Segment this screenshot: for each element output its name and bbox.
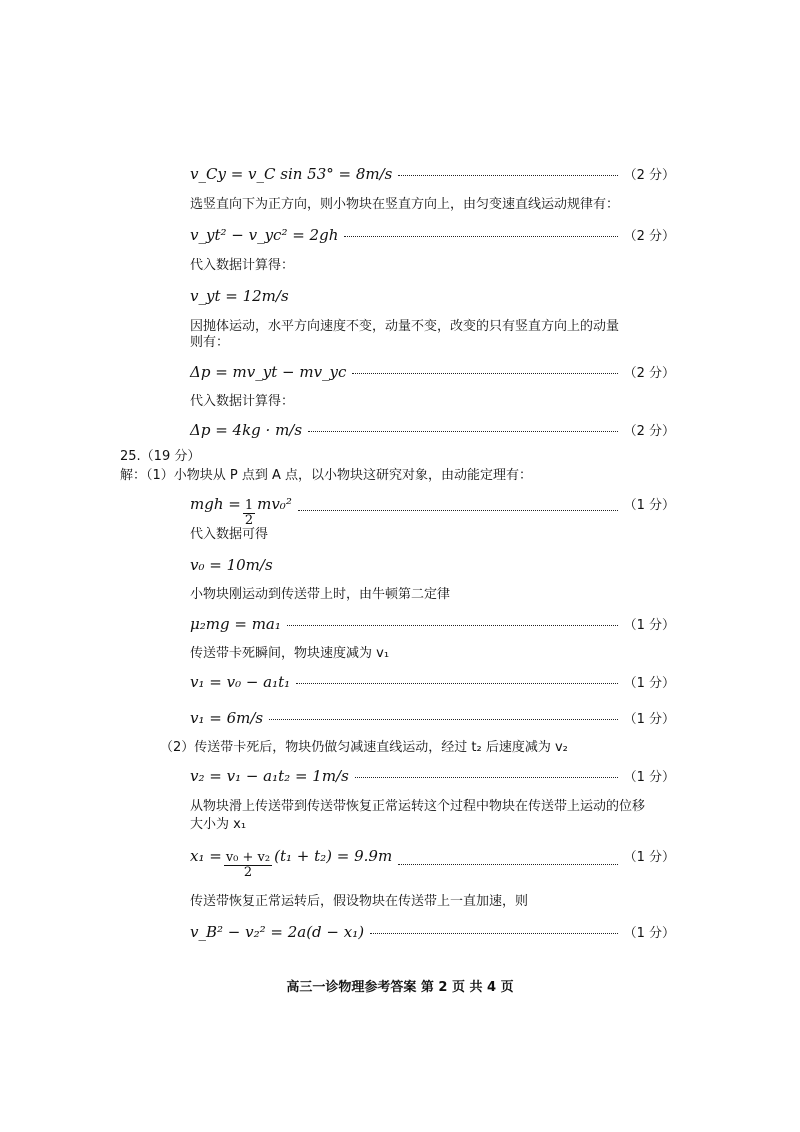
equation-rhs: mv₀²: [257, 495, 292, 513]
equation-row: [190, 494, 675, 526]
explanation-text: 代入数据计算得：: [190, 258, 295, 273]
score-label: （2 分）: [623, 424, 675, 439]
explanation-text: 则有：: [190, 335, 230, 350]
equation-row: [190, 766, 675, 788]
score-label: （1 分）: [623, 618, 675, 633]
equation: v₁ = 6m/s: [190, 709, 264, 727]
explanation-text: 选竖直向下为正方向，则小物块在竖直方向上，由匀变速直线运动规律有：: [190, 197, 620, 212]
explanation-text: 大小为 x₁: [190, 817, 247, 832]
leader-dots: [344, 235, 617, 237]
score-label: （1 分）: [623, 712, 675, 727]
leader-dots: [352, 372, 617, 374]
explanation-text: 小物块刚运动到传送带上时，由牛顿第二定律: [190, 587, 451, 602]
equation-row: [190, 362, 675, 384]
explanation-text: 代入数据可得: [190, 527, 269, 542]
question-header: 25.（19 分）: [120, 449, 201, 464]
equation-row: [190, 708, 675, 730]
score-label: （1 分）: [623, 850, 675, 865]
equation-lhs: x₁ =: [190, 847, 222, 865]
explanation-text: 从物块滑上传送带到传送带恢复正常运转这个过程中物块在传送带上运动的位移: [190, 799, 646, 814]
equation-lhs: mgh =: [190, 495, 241, 513]
explanation-text: 传送带卡死瞬间，物块速度减为 v₁: [190, 646, 390, 661]
score-label: （2 分）: [623, 229, 675, 244]
solution-label: 解：（1）小物块从 P 点到 A 点，以小物块这研究对象，由动能定理有：: [120, 468, 533, 483]
equation-row: [190, 555, 675, 575]
leader-dots: [296, 682, 617, 684]
equation: v_B² − v₂² = 2a(d − x₁): [190, 923, 365, 941]
score-label: （2 分）: [623, 168, 675, 183]
equation-row: [190, 225, 675, 247]
equation: v_Cy = v_C sin 53° = 8m/s: [190, 165, 393, 183]
explanation-text: 传送带恢复正常运转后，假设物块在传送带上一直加速，则: [190, 894, 529, 909]
equation-row: [190, 286, 675, 306]
leader-dots: [398, 863, 617, 865]
equation: Δp = 4kg · m/s: [190, 421, 303, 439]
part-two-text: （2）传送带卡死后，物块仍做匀减速直线运动，经过 t₂ 后速度减为 v₂: [160, 740, 568, 755]
equation-row: [190, 922, 675, 944]
leader-dots: [370, 932, 618, 934]
explanation-text: 因抛体运动，水平方向速度不变，动量不变，改变的只有竖直方向上的动量: [190, 319, 620, 334]
equation: v₁ = v₀ − a₁t₁: [190, 673, 291, 691]
explanation-text: 代入数据计算得：: [190, 394, 295, 409]
equation-row: [190, 672, 675, 694]
leader-dots: [355, 776, 618, 778]
equation: v_yt² − v_yc² = 2gh: [190, 226, 339, 244]
equation: μ₂mg = ma₁: [190, 615, 281, 633]
equation: Δp = mv_yt − mv_yc: [190, 363, 347, 381]
leader-dots: [308, 430, 618, 432]
equation-row: [190, 614, 675, 636]
page-footer: 高三一诊物理参考答案 第 2 页 共 4 页: [286, 980, 514, 995]
leader-dots: [287, 624, 618, 626]
equation: v₂ = v₁ − a₁t₂ = 1m/s: [190, 767, 349, 785]
fraction: $\frac{\text{v₀ + v₂}}{2}$: [225, 850, 271, 880]
leader-dots: [269, 718, 617, 720]
equation-row: [190, 164, 675, 186]
score-label: （1 分）: [623, 926, 675, 941]
score-label: （2 分）: [623, 366, 675, 381]
equation-row: [190, 420, 675, 442]
equation: v_yt = 12m/s: [190, 287, 289, 305]
score-label: （1 分）: [623, 676, 675, 691]
score-label: （1 分）: [623, 498, 675, 513]
equation-row: [190, 846, 675, 882]
leader-dots: [298, 509, 618, 511]
score-label: （1 分）: [623, 770, 675, 785]
leader-dots: [398, 174, 617, 176]
fraction: $\frac{1}{2}$: [244, 498, 254, 528]
equation: v₀ = 10m/s: [190, 556, 273, 574]
equation-rhs: (t₁ + t₂) = 9.9m: [274, 847, 393, 865]
